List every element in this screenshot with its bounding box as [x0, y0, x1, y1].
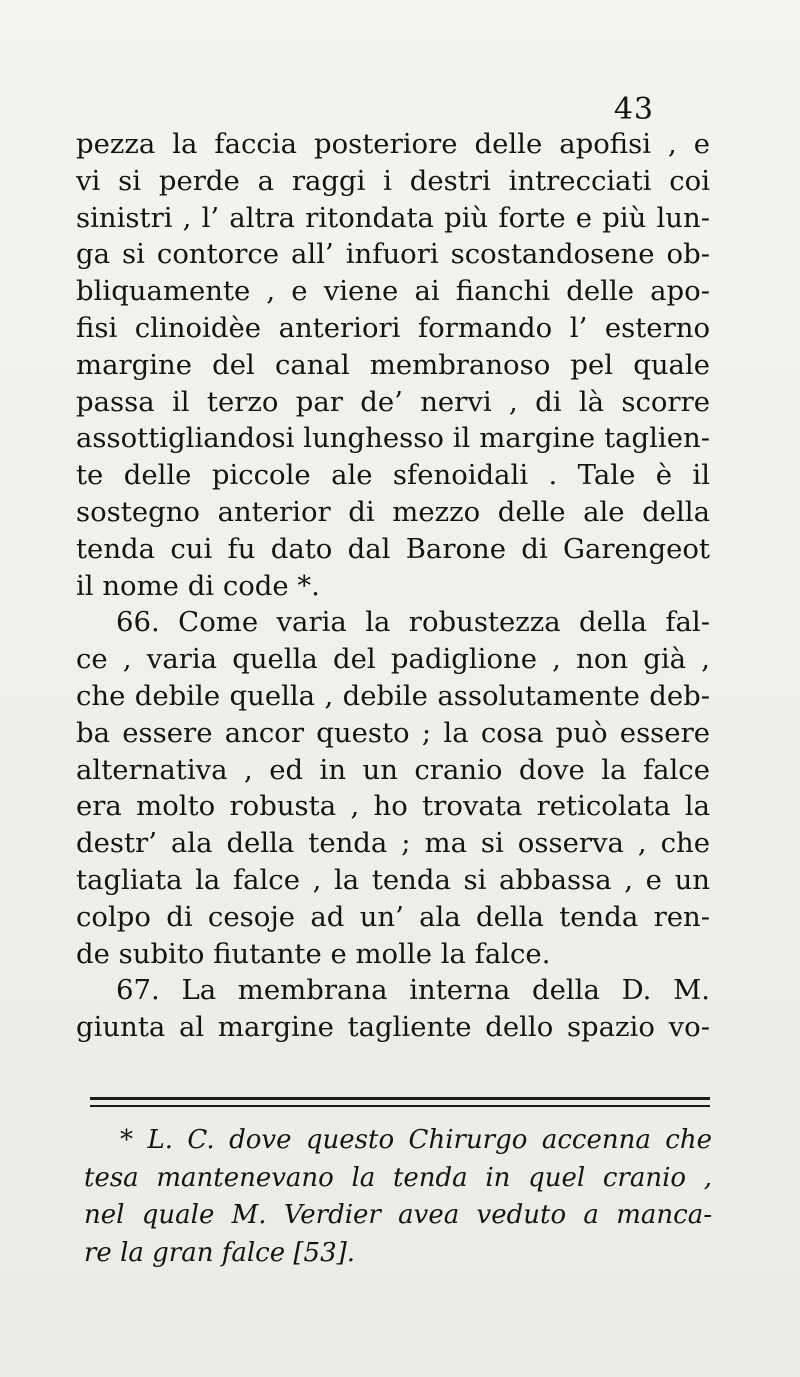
- text-line: colpo di cesoje ad un’ ala della tenda ren-: [76, 900, 710, 933]
- text-line: te delle piccole ale sfenoidali . Tale è il: [76, 459, 710, 492]
- footnote-line: nel quale M. Verdier avea veduto a manca-: [84, 1200, 712, 1230]
- text-line: destr’ ala della tenda ; ma si osserva , che: [76, 827, 710, 860]
- text-line: assottigliandosi lunghesso il margine taglien-: [76, 422, 710, 455]
- text-line: giunta al margine tagliente dello spazio vo-: [76, 1011, 710, 1044]
- paragraph-66-first-line: 66. Come varia la robustezza della fal-: [116, 606, 710, 639]
- text-line: tagliata la falce , la tenda si abbassa , e un: [76, 863, 710, 896]
- footnote-divider: [90, 1097, 710, 1107]
- text-line: pezza la faccia posteriore delle apofisi , e: [76, 128, 710, 160]
- text-line: il nome di code *.: [76, 569, 320, 602]
- text-line: ba essere ancor questo ; la cosa può essere: [76, 716, 710, 749]
- footnote-line: re la gran falce [53].: [84, 1237, 356, 1268]
- text-line: margine del canal membranoso pel quale: [76, 348, 710, 381]
- text-line: tenda cui fu dato dal Barone di Garengeot: [76, 532, 710, 565]
- text-line: che debile quella , debile assolutamente deb-: [76, 679, 710, 712]
- text-line: de subito fiutante e molle la falce.: [76, 937, 551, 970]
- text-line: vi si perde a raggi i destri intrecciati coi: [76, 164, 710, 197]
- page-number: 43: [613, 92, 654, 127]
- body-text: [76, 126, 710, 1046]
- text-line: bliquamente , e viene ai fianchi delle apo-: [76, 275, 710, 308]
- text-line: sostegno anterior di mezzo delle ale della: [76, 495, 710, 528]
- text-line: era molto robusta , ho trovata reticolata la: [76, 790, 710, 823]
- text-line: ga si contorce all’ infuori scostandosene ob-: [76, 238, 710, 271]
- text-line: ce , varia quella del padiglione , non già ,: [76, 643, 710, 676]
- text-line: fisi clinoidèe anteriori formando l’ esterno: [76, 311, 710, 344]
- footnote-line: tesa mantenevano la tenda in quel cranio ,: [84, 1162, 712, 1193]
- text-line: sinistri , l’ altra ritondata più forte e più lun-: [76, 201, 710, 234]
- text-line: passa il terzo par de’ nervi , di là scorre: [76, 385, 710, 418]
- text-line: alternativa , ed in un cranio dove la falce: [76, 753, 710, 786]
- paragraph-67-first-line: 67. La membrana interna della D. M.: [116, 974, 710, 1007]
- footnote-line: * L. C. dove questo Chirurgo accenna che: [120, 1125, 712, 1155]
- footnote: [84, 1122, 712, 1272]
